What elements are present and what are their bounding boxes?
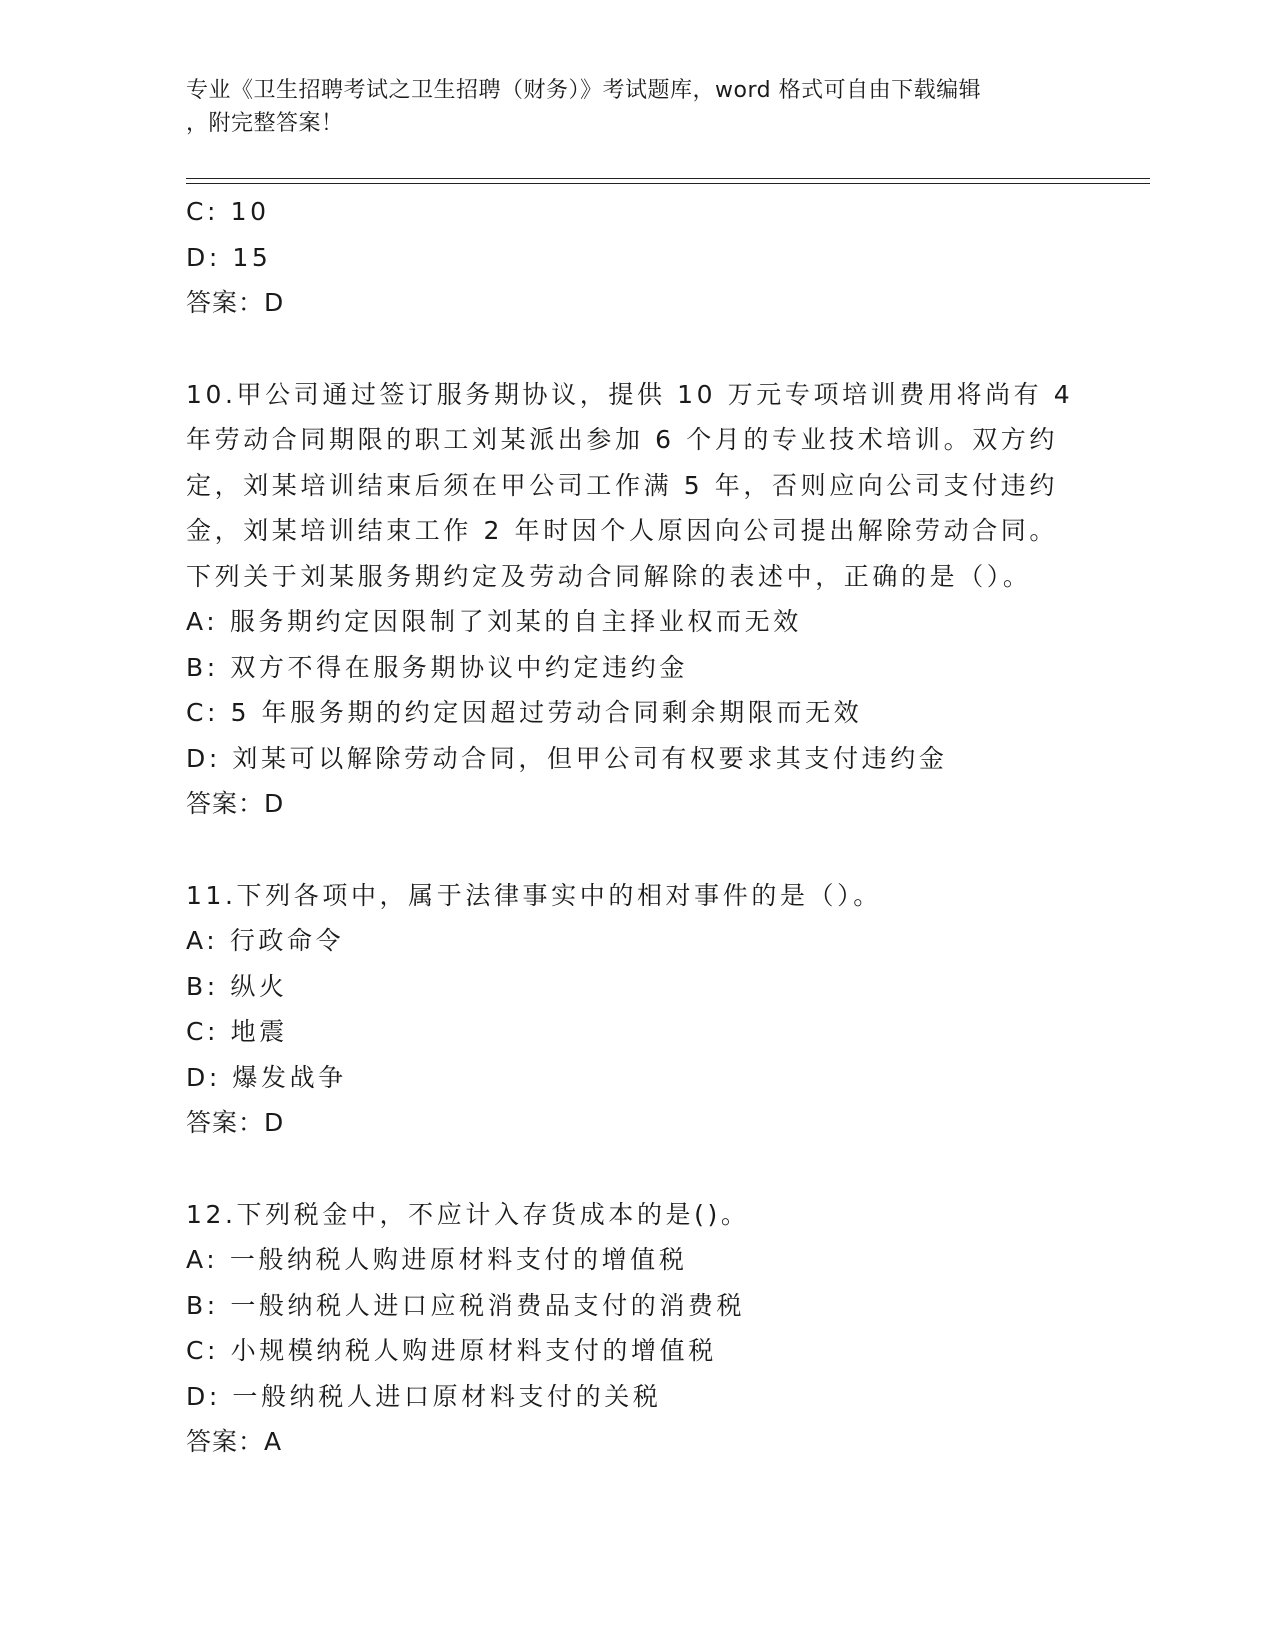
question-stem: 12.下列税金中，不应计入存货成本的是()。 [186, 1199, 750, 1229]
question-stem-line: 年劳动合同期限的职工刘某派出参加 6 个月的专业技术培训。双方约 [186, 425, 1059, 454]
spacer [186, 827, 1066, 873]
answer: 答案：D [186, 789, 285, 818]
option-c: C: 地震 [186, 1017, 288, 1046]
answer: 答案：A [186, 1427, 283, 1456]
question-stem-line: 定，刘某培训结束后须在甲公司工作满 5 年，否则应向公司支付违约 [186, 470, 1059, 500]
option-a: A: 一般纳税人购进原材料支付的增值税 [186, 1245, 688, 1274]
option-a: A: 行政命令 [186, 926, 345, 955]
option-c: C: 小规模纳税人购进原材料支付的增值税 [186, 1336, 717, 1365]
option-b: B: 双方不得在服务期协议中约定违约金 [186, 652, 688, 682]
answer: 答案：D [186, 1108, 285, 1137]
option-c: C: 10 [186, 197, 270, 226]
question-stem-line: 金，刘某培训结束工作 2 年时因个人原因向公司提出解除劳动合同。 [186, 516, 1059, 545]
answer: 答案：D [186, 288, 285, 317]
question-11 [186, 873, 1066, 1146]
option-d: D: 刘某可以解除劳动合同，但甲公司有权要求其支付违约金 [186, 743, 948, 773]
option-d: D: 一般纳税人进口原材料支付的关税 [186, 1381, 662, 1411]
question-stem-line: 下列关于刘某服务期约定及劳动合同解除的表述中，正确的是（）。 [186, 561, 1032, 591]
question-stem-line: 10.甲公司通过签订服务期协议，提供 10 万元专项培训费用将尚有 4 [186, 379, 1074, 409]
question-stem: 11.下列各项中，属于法律事实中的相对事件的是（）。 [186, 880, 882, 910]
page-header [186, 74, 1066, 140]
question-9-carryover [186, 189, 1066, 326]
option-d: D: 15 [186, 242, 272, 272]
header-line-2: ，附完整答案！ [186, 111, 344, 136]
option-d: D: 爆发战争 [186, 1062, 347, 1092]
spacer [186, 1146, 1066, 1192]
spacer [186, 326, 1066, 372]
header-divider-top [186, 178, 1150, 179]
question-content [186, 189, 1074, 1465]
option-b: B: 一般纳税人进口应税消费品支付的消费税 [186, 1290, 746, 1320]
option-b: B: 纵火 [186, 971, 288, 1001]
header-line-1: 专业《卫生招聘考试之卫生招聘（财务）》考试题库，word 格式可自由下载编辑 [186, 78, 982, 103]
option-a: A: 服务期约定因限制了刘某的自主择业权而无效 [186, 607, 802, 636]
option-c: C: 5 年服务期的约定因超过劳动合同剩余期限而无效 [186, 698, 863, 727]
question-10 [186, 372, 1074, 827]
header-divider-bottom [186, 183, 1150, 184]
question-12 [186, 1192, 1066, 1465]
